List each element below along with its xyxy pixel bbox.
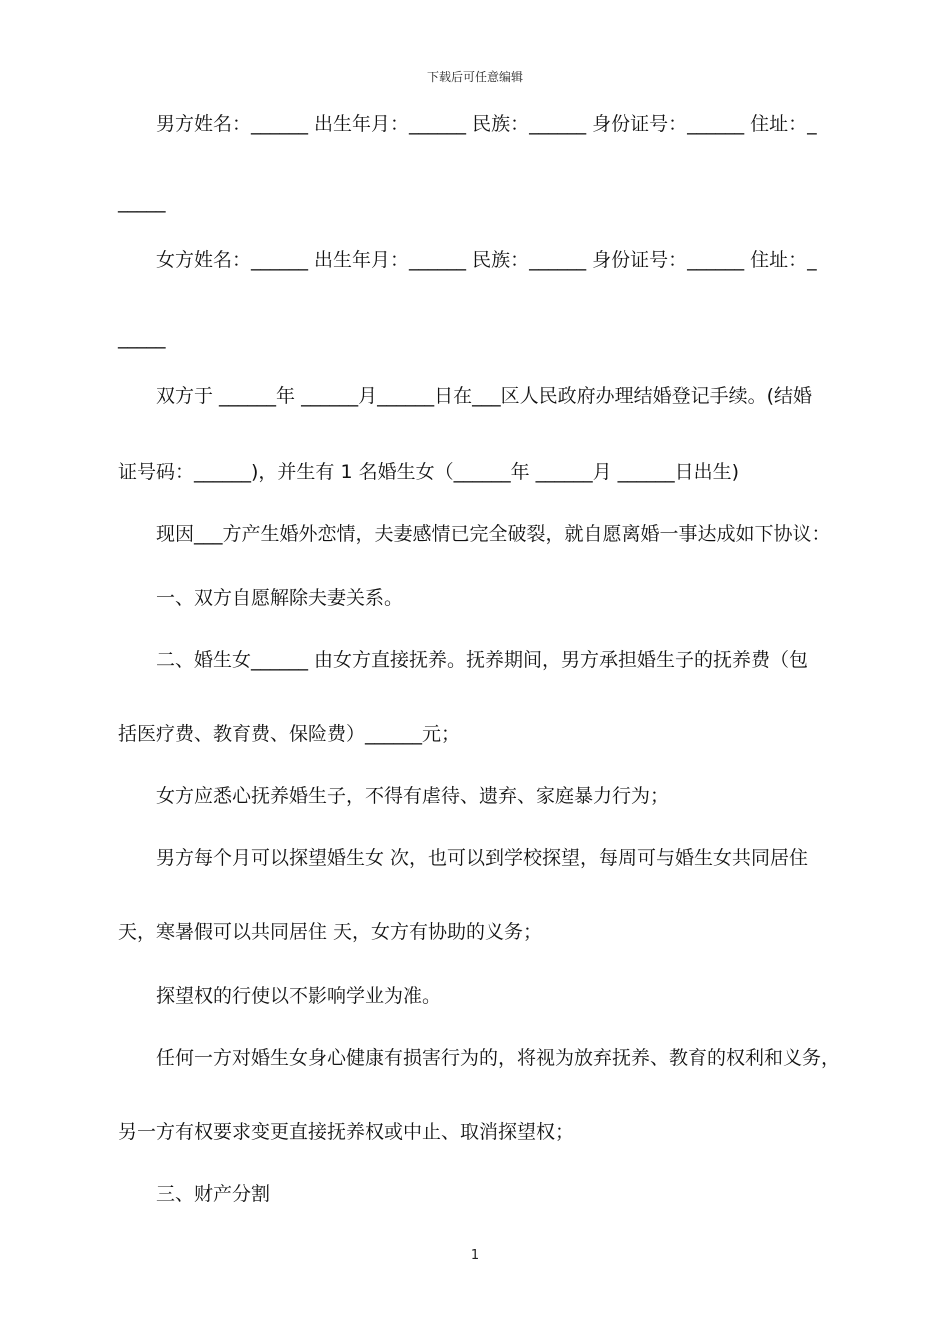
marriage-registration-line: 双方于 ______年 ______月______日在___区人民政府办理结婚登记手续。(结婚 [156, 385, 812, 407]
clause-two-continuation: 括医疗费、教育费、保险费）______元； [118, 723, 461, 745]
clause-one: 一、双方自愿解除夫妻关系。 [156, 587, 404, 609]
visitation-continuation: 天，寒暑假可以共同居住 天，女方有协助的义务； [118, 921, 543, 943]
male-address-continuation: _____ [118, 191, 166, 213]
female-info-line: 女方姓名：______ 出生年月：______ 民族：______ 身份证号：______ 住址：_ [156, 249, 817, 271]
clause-two: 二、婚生女______ 由女方直接抚养。抚养期间，男方承担婚生子的抚养费（包 [156, 649, 809, 671]
page-number: 1 [470, 1248, 480, 1263]
harm-clause-line: 任何一方对婚生女身心健康有损害行为的，将视为放弃抚养、教育的权利和义务， [156, 1047, 841, 1069]
visitation-line: 男方每个月可以探望婚生女 次，也可以到学校探望，每周可与婚生女共同居住 [156, 847, 809, 869]
harm-clause-continuation: 另一方有权要求变更直接抚养权或中止、取消探望权； [118, 1121, 575, 1143]
male-info-line: 男方姓名：______ 出生年月：______ 民族：______ 身份证号：______ 住址：_ [156, 113, 817, 135]
page-header: 下载后可任意编辑 [426, 70, 523, 84]
custody-duty-line: 女方应悉心抚养婚生子，不得有虐待、遗弃、家庭暴力行为； [156, 785, 670, 807]
female-address-continuation: _____ [118, 327, 166, 349]
visitation-rule-line: 探望权的行使以不影响学业为准。 [156, 985, 442, 1007]
divorce-reason-line: 现因___方产生婚外恋情，夫妻感情已完全破裂，就自愿离婚一事达成如下协议： [156, 523, 831, 545]
marriage-certificate-line: 证号码：______)，并生有 1 名婚生女（______年 ______月 ______日出生) [118, 461, 740, 483]
clause-three-heading: 三、财产分割 [156, 1183, 271, 1205]
